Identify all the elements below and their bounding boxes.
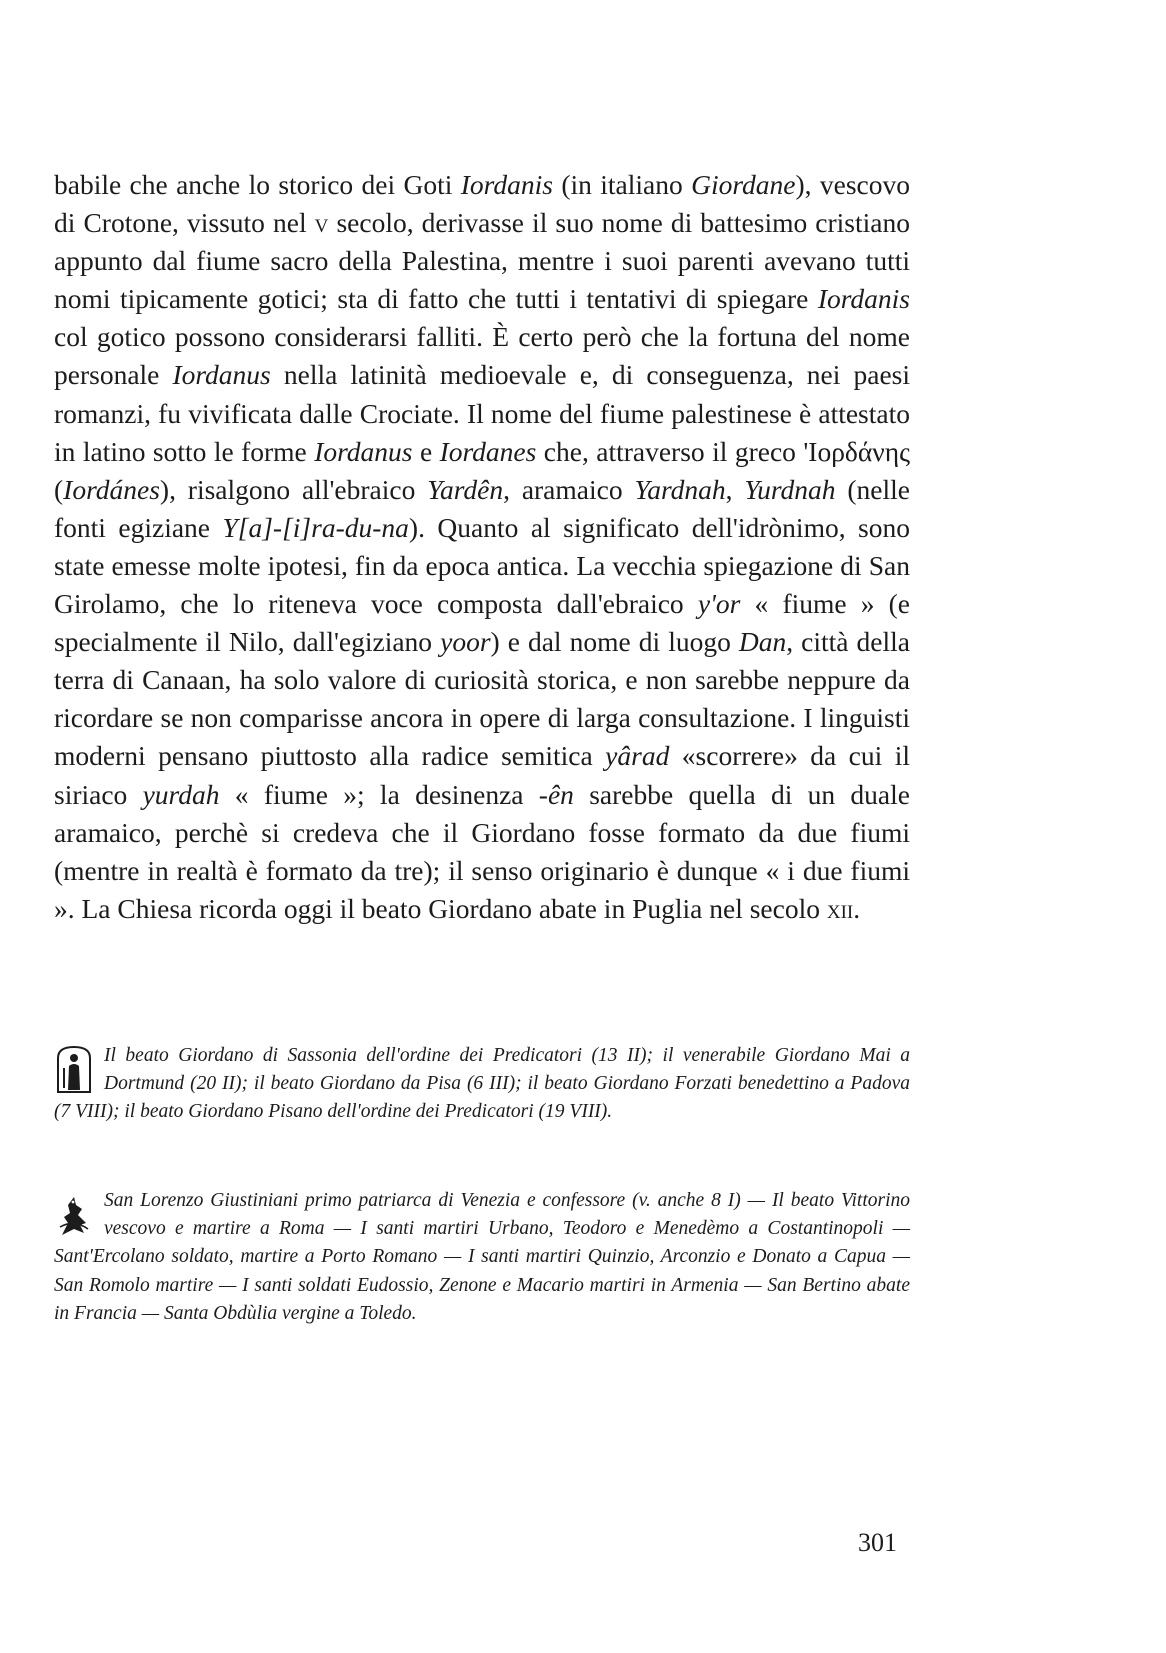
body-text: (in italiano	[552, 169, 692, 200]
italic-term: Iordanis	[817, 283, 910, 315]
italic-term: yurdah	[142, 778, 220, 810]
body-text: secolo, derivasse il suo nome di battesimo cristiano appunto dal fiume sacro della Palestina, mentre i suoi parenti avevano tutti nomi tipicamente gotici; sta di fatto che tutti i tentativi di spiegare	[54, 207, 910, 315]
body-text: col gotico possono considerarsi falliti. È certo però che la fortuna del nome personale	[54, 321, 910, 391]
body-text: ). Quanto al significato dell'idrònimo, sono state emesse molte ipotesi, fin da epoca antica. La vecchia spiegazione di San Girolamo, che lo riteneva voce composta dall'ebraico	[54, 511, 911, 620]
body-text: .	[853, 892, 861, 924]
italic-term: Yardnah	[634, 473, 726, 505]
body-text: ) e dal nome di luogo	[490, 626, 739, 658]
body-text: «scorrere» da cui il siriaco	[54, 740, 910, 810]
body-text: nella latinità medioevale e, di conseguenza, nei paesi romanzi, fu vivificata dalle Crociate. Il nome del fiume palestinese è attestato in latino sotto le forme	[54, 359, 910, 467]
body-text: babile che anche lo storico dei Goti	[54, 169, 461, 200]
italic-term: yârad	[605, 740, 670, 772]
italic-term: yoor	[440, 626, 491, 658]
italic-term: Iordánes	[63, 473, 160, 505]
italic-term: Y[a]-[i]ra-du-na	[222, 511, 409, 543]
eagle-icon	[54, 1189, 94, 1239]
italic-term: Iordanes	[439, 435, 537, 467]
saints-note-giordano	[54, 1042, 910, 1127]
body-text: (nelle fonti egiziane	[54, 473, 911, 543]
body-text: « fiume » (e specialmente il Nilo, dall'egiziano	[54, 588, 910, 658]
body-text: che, attraverso il greco 'Ιορδάνης (	[54, 435, 910, 505]
italic-term: Iordanus	[314, 435, 413, 467]
italic-term: -ên	[538, 778, 574, 810]
italic-term: y'or	[697, 588, 741, 620]
page-number: 301	[858, 1528, 897, 1557]
saint-figure-icon	[54, 1044, 94, 1094]
italic-term: Dan	[738, 626, 787, 658]
italic-term: Yardên	[427, 473, 504, 505]
century-numeral: v	[314, 207, 329, 239]
italic-term: Yurdnah	[744, 473, 836, 505]
body-text: ,	[725, 473, 745, 505]
italic-term: Giordane	[691, 169, 796, 200]
italic-term: Iordanis	[460, 169, 553, 200]
italic-term: Iordanus	[172, 359, 271, 391]
body-text: , aramaico	[503, 473, 635, 505]
century-numeral: xii	[826, 892, 854, 924]
body-text: ), risalgono all'ebraico	[159, 473, 428, 505]
saints-note-lorenzo	[54, 1187, 910, 1328]
body-paragraph	[54, 166, 910, 928]
body-text: , città della terra di Canaan, ha solo valore di curiosità storica, e non sarebbe neppure da ricordare se non comparisse ancora in opere di larga consultazione. I linguisti moderni pensano piuttosto alla radice semitica	[54, 626, 911, 772]
note-text: San Lorenzo Giustiniani primo patriarca di Venezia e confessore (v. anche 8 I) — Il beato Vittorino vescovo e martire a Roma — I santi martiri Urbano, Teodoro e Menedèmo a Costantinopoli — Sant'Ercolano soldato, martire a Porto Romano — I santi martiri Quinzio, Arconzio e Donato a Capua — San Romolo martire — I santi soldati Eudossio, Zenone e Macario martiri in Armenia — San Bertino abate in Francia — Santa Obdùlia vergine a Toledo.	[54, 1190, 910, 1324]
body-text: « fiume »; la desinenza	[219, 778, 539, 810]
body-text: e	[412, 435, 440, 467]
body-text: ), vescovo di Crotone, vissuto nel	[54, 169, 910, 239]
body-text: sarebbe quella di un duale aramaico, perchè si credeva che il Giordano fosse formato da due fiumi (mentre in realtà è formato da tre); il senso originario è dunque « i due fiumi ». La Chiesa ricorda oggi il beato Giordano abate in Puglia nel secolo	[54, 778, 910, 924]
note-text: Il beato Giordano di Sassonia dell'ordine dei Predicatori (13 II); il venerabile Giordano Mai a Dortmund (20 II); il beato Giordano da Pisa (6 III); il beato Giordano Forzati benedettino a Padova (7 VIII); il beato Giordano Pisano dell'ordine dei Predicatori (19 VIII).	[54, 1045, 910, 1123]
